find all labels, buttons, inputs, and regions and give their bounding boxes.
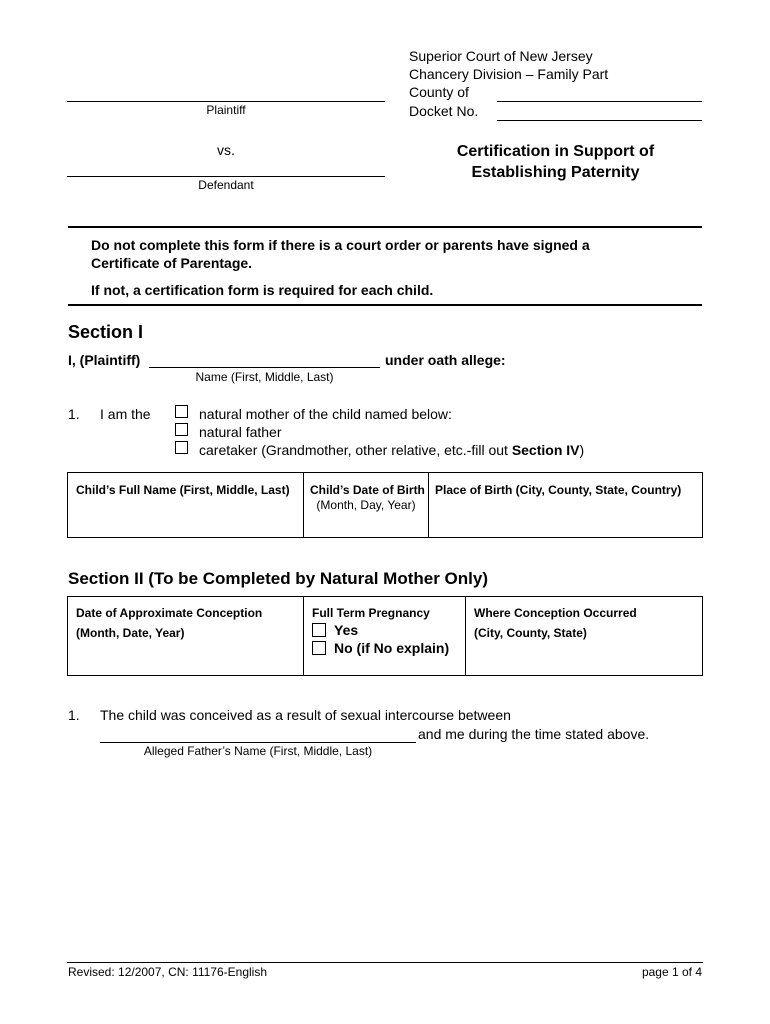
child-dob-cell[interactable]	[304, 473, 429, 538]
child-dob-subheader: (Month, Day, Year)	[316, 498, 416, 512]
plaintiff-prefix: I, (Plaintiff)	[68, 352, 141, 368]
defendant-line[interactable]	[67, 176, 385, 177]
county-label: County of	[409, 84, 469, 100]
plaintiff-name-caption: Name (First, Middle, Last)	[195, 370, 334, 384]
natural-father-checkbox[interactable]	[175, 423, 188, 436]
docket-label: Docket No.	[409, 103, 479, 119]
docket-field[interactable]	[497, 120, 702, 121]
defendant-label: Defendant	[198, 178, 254, 192]
notice-line3: If not, a certification form is required for each child.	[91, 282, 434, 298]
form-title	[409, 141, 702, 183]
birth-place-cell[interactable]	[429, 473, 703, 538]
alleged-father-field[interactable]	[100, 742, 416, 743]
section2-item-line1: The child was conceived as a result of sexual intercourse between	[100, 707, 511, 723]
caretaker-text: caretaker (Grandmother, other relative, etc.-fill out	[199, 442, 512, 458]
alleged-father-caption: Alleged Father’s Name (First, Middle, Last)	[143, 744, 373, 758]
full-term-no-label: No (if No explain)	[334, 640, 450, 656]
section2-item-number: 1.	[68, 707, 80, 723]
item1-number: 1.	[68, 406, 80, 422]
child-name-header: Child’s Full Name (First, Middle, Last)	[76, 483, 290, 497]
plaintiff-name-field[interactable]	[149, 367, 380, 368]
section2-item-line2: and me during the time stated above.	[418, 726, 650, 742]
natural-father-label: natural father	[199, 424, 282, 440]
footer-rule	[67, 962, 703, 963]
notice-bottom-rule	[68, 304, 702, 306]
notice-line1: Do not complete this form if there is a court order or parents have signed a	[91, 237, 590, 253]
birth-place-header: Place of Birth (City, County, State, Country)	[435, 483, 682, 497]
footer-revision: Revised: 12/2007, CN: 11176-English	[68, 965, 268, 979]
caretaker-tail: )	[579, 442, 585, 458]
section4-reference: Section IV	[511, 442, 580, 458]
county-field[interactable]	[497, 101, 702, 102]
full-term-no-checkbox[interactable]	[312, 641, 326, 655]
conception-place-subheader: (City, County, State)	[474, 626, 587, 640]
notice-line2: Certificate of Parentage.	[91, 255, 253, 271]
full-term-cell	[304, 597, 466, 676]
court-division: Chancery Division – Family Part	[409, 66, 609, 82]
footer-page-number: page 1 of 4	[641, 965, 702, 979]
natural-mother-checkbox[interactable]	[175, 405, 188, 418]
form-title-line1: Certification in Support of	[456, 143, 655, 160]
vs-label: vs.	[217, 142, 235, 158]
conception-date-subheader: (Month, Date, Year)	[76, 626, 185, 640]
conception-table	[67, 596, 703, 676]
plaintiff-line[interactable]	[67, 101, 385, 102]
section2-heading: Section II (To be Completed by Natural Mother Only)	[68, 569, 488, 588]
child-name-cell[interactable]	[68, 473, 304, 538]
court-name: Superior Court of New Jersey	[409, 48, 593, 64]
full-term-header: Full Term Pregnancy	[312, 606, 430, 620]
notice-top-rule	[68, 226, 702, 228]
conception-place-header: Where Conception Occurred	[474, 606, 637, 620]
conception-date-cell[interactable]	[68, 597, 304, 676]
caretaker-checkbox[interactable]	[175, 441, 188, 454]
child-info-table	[67, 472, 703, 538]
plaintiff-label: Plaintiff	[206, 103, 246, 117]
section1-heading: Section I	[68, 322, 144, 342]
item1-lead: I am the	[100, 406, 151, 422]
natural-mother-label: natural mother of the child named below:	[199, 406, 452, 422]
oath-suffix: under oath allege:	[385, 352, 506, 368]
full-term-yes-checkbox[interactable]	[312, 623, 326, 637]
conception-place-cell[interactable]	[466, 597, 703, 676]
full-term-yes-label: Yes	[334, 622, 359, 638]
child-dob-header: Child’s Date of Birth	[310, 483, 425, 497]
conception-date-header: Date of Approximate Conception	[76, 606, 263, 620]
form-title-line2: Establishing Paternity	[471, 164, 640, 181]
caretaker-label	[199, 442, 584, 458]
